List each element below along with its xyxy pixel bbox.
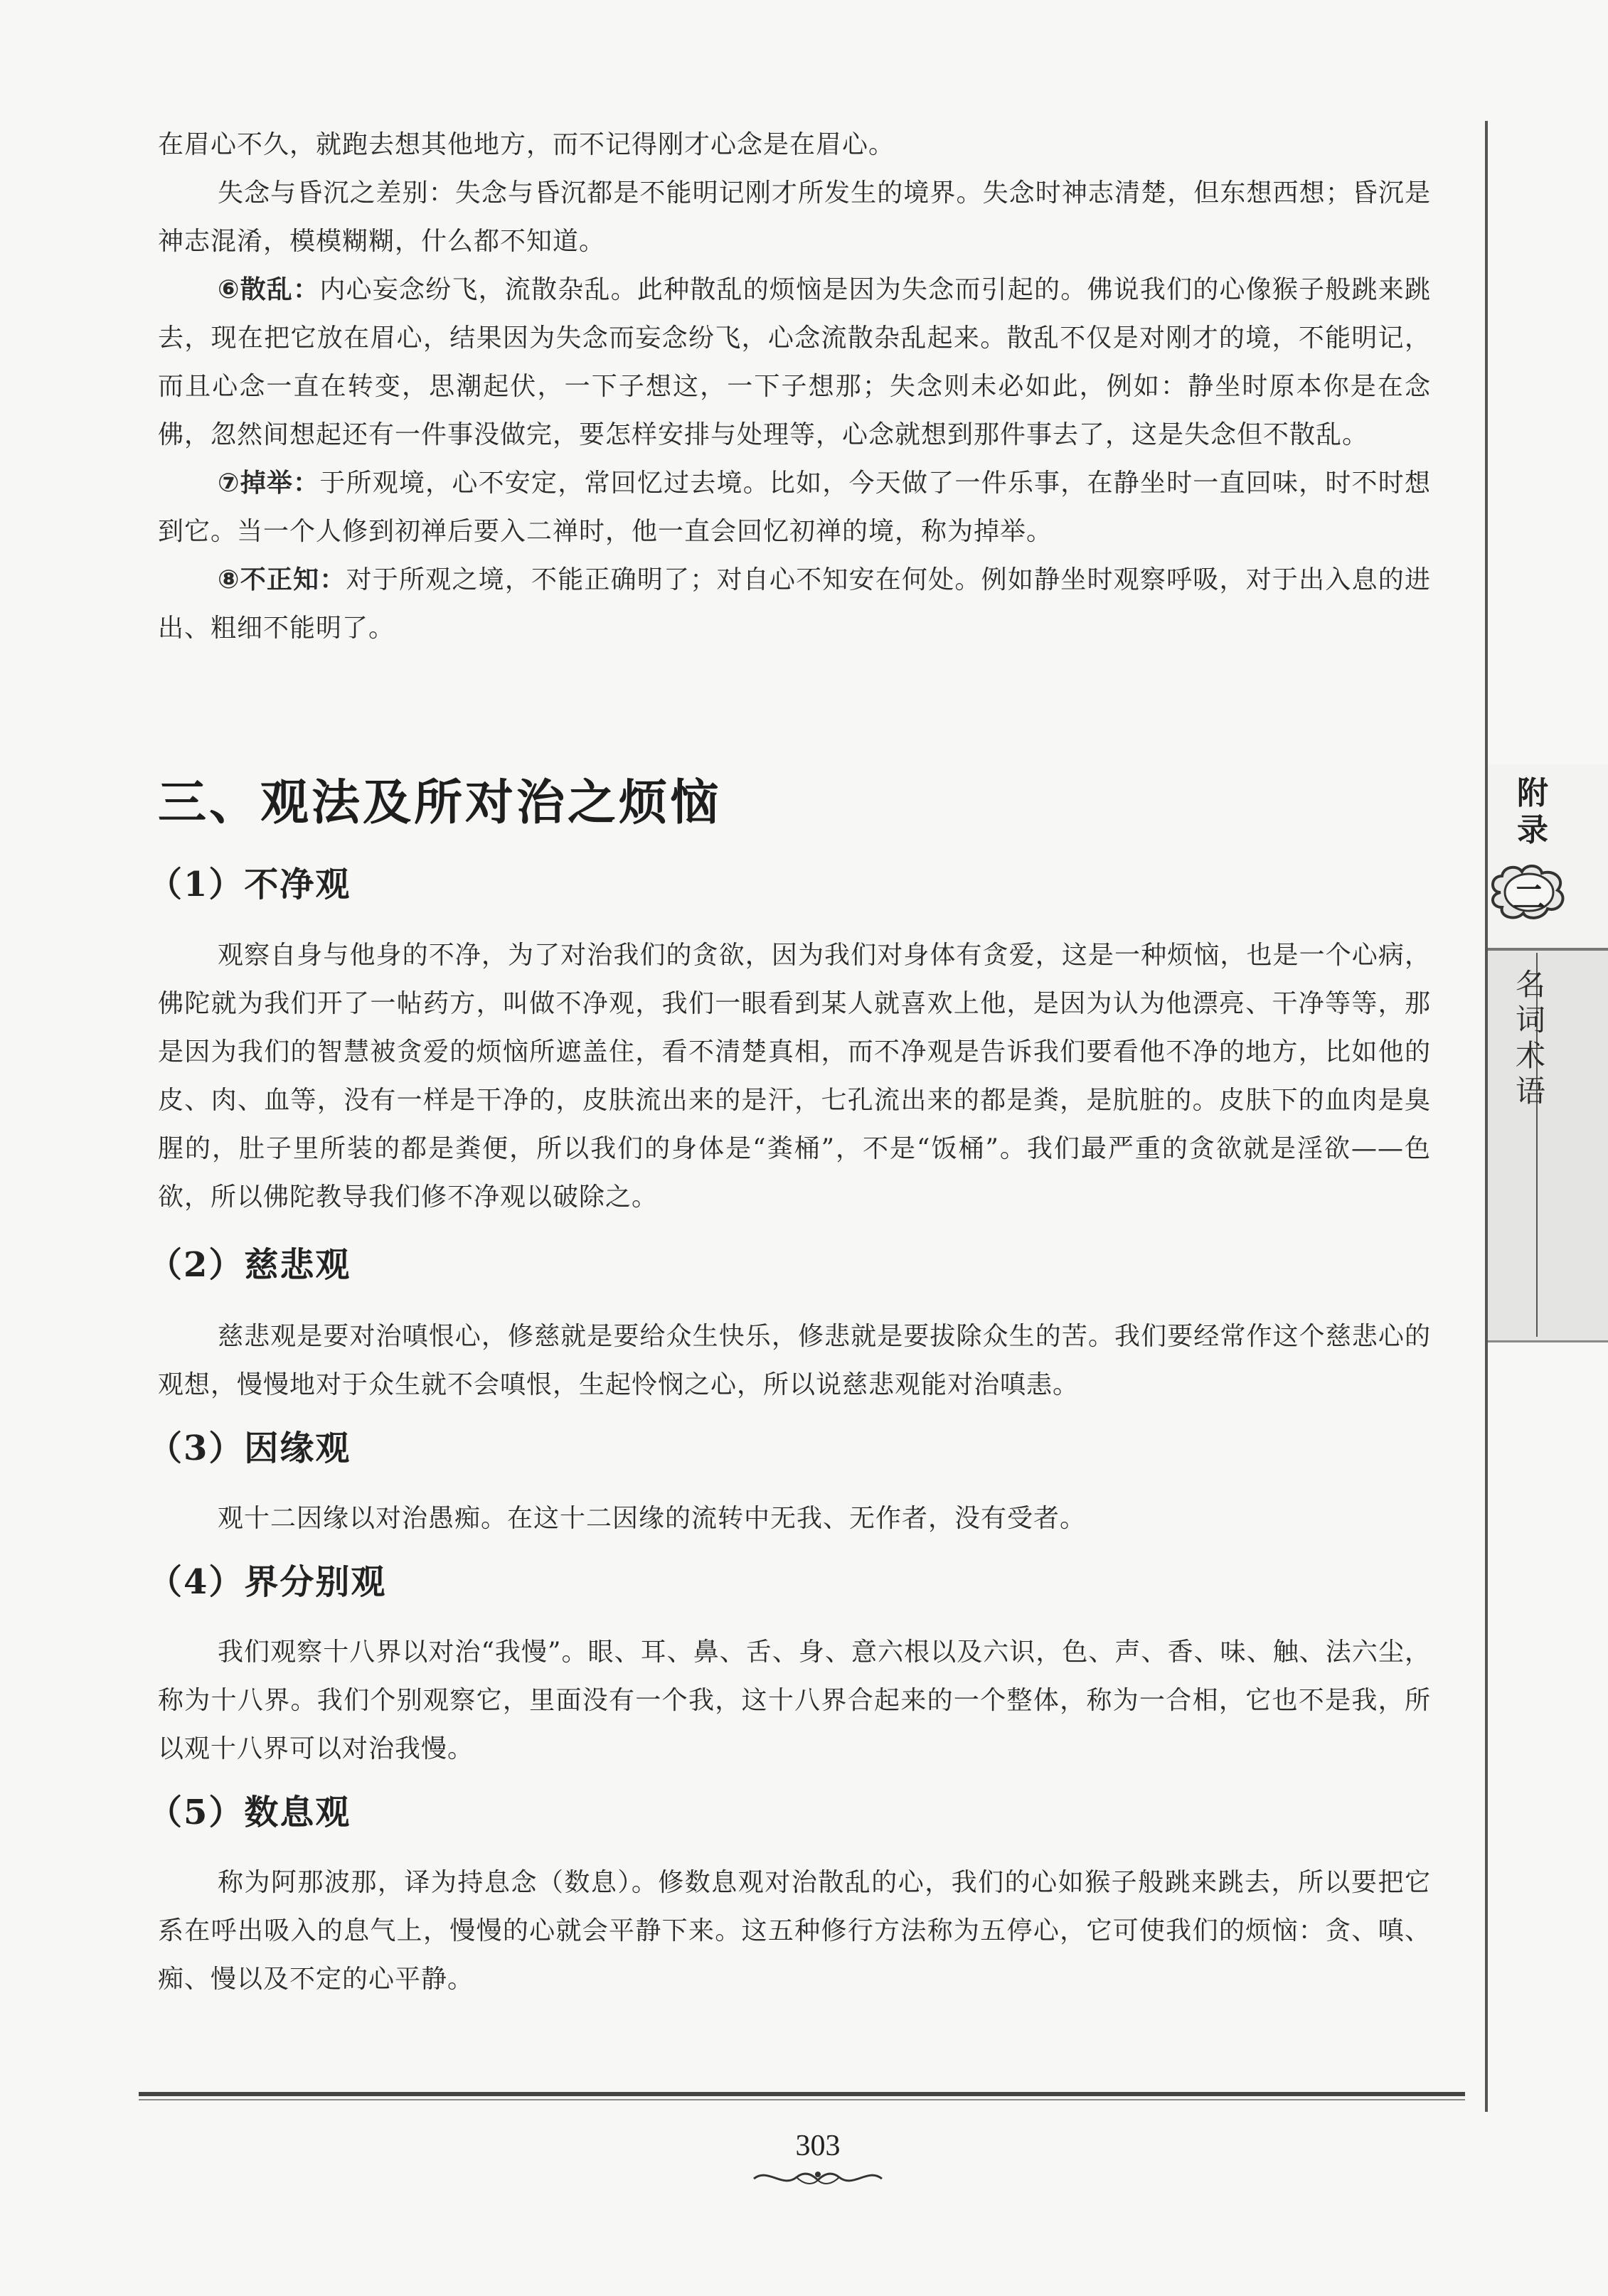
- subsection-body: [158, 1628, 1431, 1773]
- subsection-text: 称为阿那波那，译为持息念（数息）。修数息观对治散乱的心，我们的心如猴子般跳来跳去，所以要把它系在呼出吸入的息气上，慢慢的心就会平静下来。这五种修行方法称为五停心，它可使我们的烦恼：贪、嗔、痴、慢以及不定的心平静。: [158, 1868, 1431, 1994]
- item-diaoju: [158, 459, 1431, 556]
- subsection-heading: （2）慈悲观: [148, 1245, 351, 1285]
- side-tab-badge: [1486, 860, 1572, 924]
- side-tab-label-bottom: 名 词 术 语: [1515, 967, 1545, 1109]
- item-sanluan: [158, 266, 1431, 459]
- subsection-heading: （1）不净观: [148, 865, 351, 904]
- page-ornament-icon: [747, 2163, 889, 2191]
- subsection-body: [158, 1859, 1431, 2004]
- bottom-rule: [139, 2092, 1465, 2096]
- subsection-heading: （5）数息观: [148, 1793, 351, 1832]
- top-text-block: [158, 121, 1431, 653]
- paragraph-continuation: 在眉心不久，就跑去想其他地方，而不记得刚才心念是在眉心。: [158, 130, 895, 159]
- subsection-text: 观十二因缘以对治愚痴。在这十二因缘的流转中无我、无作者，没有受者。: [218, 1504, 1087, 1533]
- subsection-text: 观察自身与他身的不净，为了对治我们的贪欲，因为我们对身体有贪爱，这是一种烦恼，也是一个心病，佛陀就为我们开了一帖药方，叫做不净观，我们一眼看到某人就喜欢上他，是因为认为他漂亮、干净等等，那是因为我们的智慧被贪爱的烦恼所遮盖住，看不清楚真相，而不净观是告诉我们要看他不净的地方，比如他的皮、肉、血等，没有一样是干净的，皮肤流出来的是汗，七孔流出来的都是粪，是肮脏的。皮肤下的血肉是臭腥的，肚子里所装的都是粪便，所以我们的身体是“粪桶”，不是“饭桶”。我们最严重的贪欲就是淫欲——色欲，所以佛陀教导我们修不净观以破除之。: [158, 941, 1431, 1212]
- bottom-rule-thin: [139, 2099, 1465, 2100]
- item-label: ⑧不正知：: [218, 565, 346, 594]
- paragraph-shinian-hunchen: 失念与昏沉之差别：失念与昏沉都是不能明记刚才所发生的境界。失念时神志清楚，但东想西想；昏沉是神志混淆，模模糊糊，什么都不知道。: [158, 178, 1431, 256]
- subsection-body: [158, 1495, 1431, 1543]
- side-tab-bottom-line: [1488, 1340, 1608, 1342]
- item-text: 于所观境，心不安定，常回忆过去境。比如，今天做了一件乐事，在静坐时一直回味，时不时想到它。当一个人修到初禅后要入二禅时，他一直会回忆初禅的境，称为掉举。: [158, 469, 1431, 546]
- item-label: ⑥散乱：: [218, 275, 320, 304]
- item-buzhengzhi: [158, 556, 1431, 653]
- side-tab-badge-text: 二: [1513, 878, 1545, 917]
- subsection-heading: （4）界分别观: [148, 1562, 387, 1602]
- item-label: ⑦掉举：: [218, 469, 320, 498]
- subsection-heading: （3）因缘观: [148, 1429, 351, 1468]
- subsection-text: 慈悲观是要对治嗔恨心，修慈就是要给众生快乐，修悲就是要拔除众生的苦。我们要经常作这个慈悲心的观想，慢慢地对于众生就不会嗔恨，生起怜悯之心，所以说慈悲观能对治嗔恚。: [158, 1322, 1431, 1399]
- item-text: 对于所观之境，不能正确明了；对自心不知安在何处。例如静坐时观察呼吸，对于出入息的进出、粗细不能明了。: [158, 565, 1431, 643]
- item-text: 内心妄念纷飞，流散杂乱。此种散乱的烦恼是因为失念而引起的。佛说我们的心像猴子般跳来跳去，现在把它放在眉心，结果因为失念而妄念纷飞，心念流散杂乱起来。散乱不仅是对刚才的境，不能明记，而且心念一直在转变，思潮起伏，一下子想这，一下子想那；失念则未必如此，例如：静坐时原本你是在念佛，忽然间想起还有一件事没做完，要怎样安排与处理等，心念就想到那件事去了，这是失念但不散乱。: [158, 275, 1431, 449]
- subsection-body: [158, 931, 1431, 1222]
- subsection-body: [158, 1313, 1431, 1409]
- side-tab-label-top: 附 录: [1517, 775, 1548, 848]
- section-title: 三、观法及所对治之烦恼: [158, 775, 722, 831]
- page-number: 303: [795, 2130, 841, 2162]
- subsection-text: 我们观察十八界以对治“我慢”。眼、耳、鼻、舌、身、意六根以及六识，色、声、香、味、触、法六尘，称为十八界。我们个别观察它，里面没有一个我，这十八界合起来的一个整体，称为一合相，它也不是我，所以观十八界可以对治我慢。: [158, 1638, 1431, 1763]
